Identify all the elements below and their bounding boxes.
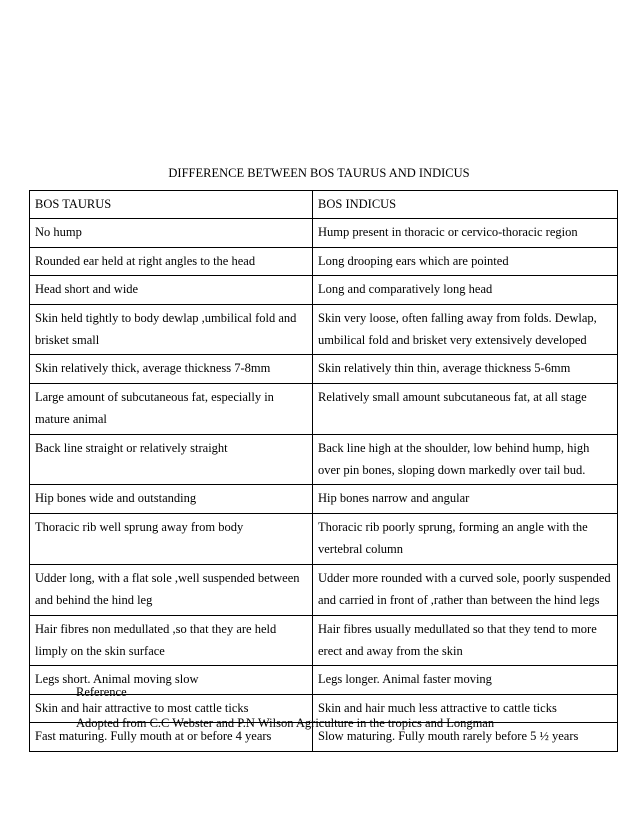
table-cell-indicus: Thoracic rib poorly sprung, forming an angle with the vertebral column bbox=[313, 513, 618, 564]
table-row bbox=[30, 383, 618, 434]
comparison-table bbox=[29, 190, 618, 752]
table-cell-taurus: Hair fibres non medullated ,so that they are held limply on the skin surface bbox=[30, 615, 313, 666]
table-cell-indicus: Skin relatively thin thin, average thickness 5-6mm bbox=[313, 355, 618, 383]
table-cell-taurus: Large amount of subcutaneous fat, especially in mature animal bbox=[30, 383, 313, 434]
table-row bbox=[30, 564, 618, 615]
table-cell-indicus: Relatively small amount subcutaneous fat, at all stage bbox=[313, 383, 618, 434]
table-cell-indicus: Long drooping ears which are pointed bbox=[313, 247, 618, 275]
table-cell-taurus: Skin relatively thick, average thickness 7-8mm bbox=[30, 355, 313, 383]
table-row bbox=[30, 219, 618, 247]
table-row bbox=[30, 485, 618, 513]
table-cell-indicus: Back line high at the shoulder, low behind hump, high over pin bones, sloping down markedly over tail bud. bbox=[313, 434, 618, 485]
table-row bbox=[30, 434, 618, 485]
table-row bbox=[30, 615, 618, 666]
table-row bbox=[30, 247, 618, 275]
table-cell-taurus: No hump bbox=[30, 219, 313, 247]
table-header-row bbox=[30, 191, 618, 219]
table-cell-taurus: Back line straight or relatively straight bbox=[30, 434, 313, 485]
table-cell-taurus: Legs short. Animal moving slow bbox=[30, 666, 313, 694]
table-cell-taurus: Head short and wide bbox=[30, 276, 313, 304]
table-cell-taurus: Thoracic rib well sprung away from body bbox=[30, 513, 313, 564]
table-cell-taurus: Udder long, with a flat sole ,well suspended between and behind the hind leg bbox=[30, 564, 313, 615]
table-cell-taurus: Skin held tightly to body dewlap ,umbilical fold and brisket small bbox=[30, 304, 313, 355]
table-cell-taurus: Skin and hair attractive to most cattle ticks bbox=[30, 694, 313, 722]
table-row bbox=[30, 276, 618, 304]
table-row bbox=[30, 513, 618, 564]
table-cell-indicus: Hip bones narrow and angular bbox=[313, 485, 618, 513]
table-cell-taurus: Rounded ear held at right angles to the head bbox=[30, 247, 313, 275]
table-cell-indicus: Hair fibres usually medullated so that they tend to more erect and away from the skin bbox=[313, 615, 618, 666]
table-cell-indicus: Hump present in thoracic or cervico-thoracic region bbox=[313, 219, 618, 247]
table-cell-taurus: Hip bones wide and outstanding bbox=[30, 485, 313, 513]
table-header-cell: BOS TAURUS bbox=[30, 191, 313, 219]
table-cell-indicus: Long and comparatively long head bbox=[313, 276, 618, 304]
table-cell-taurus: Fast maturing. Fully mouth at or before 4 years bbox=[30, 723, 313, 751]
reference-text: Adopted from C.C Webster and P.N Wilson Agriculture in the tropics and Longman bbox=[76, 716, 495, 730]
table-row bbox=[30, 355, 618, 383]
table-cell-indicus: Skin and hair much less attractive to cattle ticks bbox=[313, 694, 618, 722]
table-cell-indicus: Legs longer. Animal faster moving bbox=[313, 666, 618, 694]
table-header-cell: BOS INDICUS bbox=[313, 191, 618, 219]
reference-heading: Reference bbox=[76, 685, 127, 699]
page-title: DIFFERENCE BETWEEN BOS TAURUS AND INDICUS bbox=[168, 166, 470, 180]
table-cell-indicus: Skin very loose, often falling away from folds. Dewlap, umbilical fold and brisket very extensively developed bbox=[313, 304, 618, 355]
table-cell-indicus: Slow maturing. Fully mouth rarely before 5 ½ years bbox=[313, 723, 618, 751]
table-cell-indicus: Udder more rounded with a curved sole, poorly suspended and carried in front of ,rather than between the hind legs bbox=[313, 564, 618, 615]
table-row bbox=[30, 304, 618, 355]
